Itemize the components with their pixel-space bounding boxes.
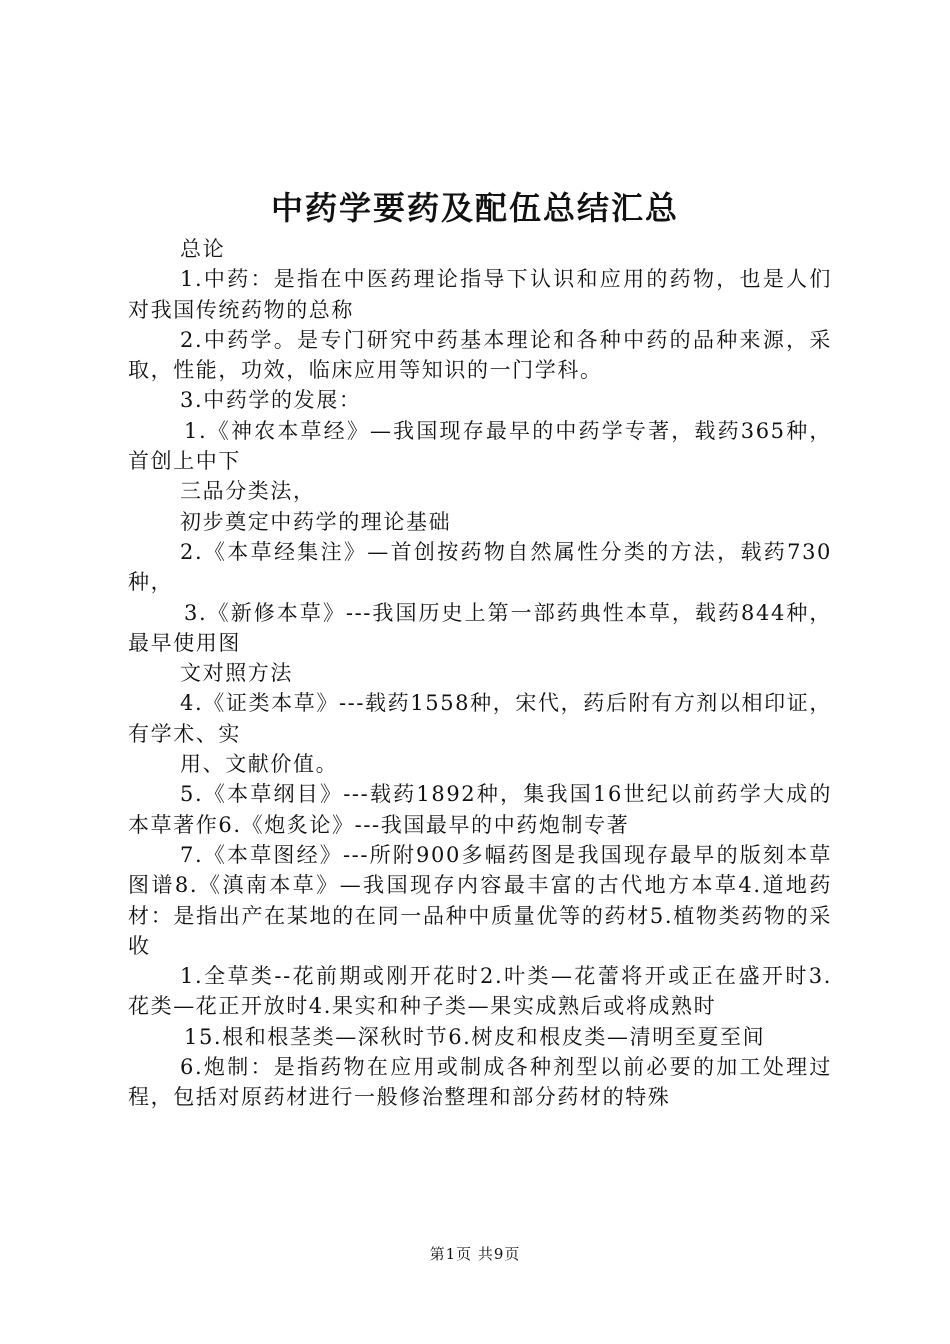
paragraph-roots-bark: 15.根和根茎类—深秋时节6.树皮和根皮类—清明至夏至间 [184, 1024, 766, 1049]
paragraph-illustration-method: 文对照方法 [180, 661, 293, 686]
paragraph-bencao-gangmu: 5.《本草纲目》---载药1892种，集我国16世纪以前药学大成的本草著作6.《炮炙论》---我国最早的中药炮制专著 [128, 782, 832, 837]
paragraph-value: 用、文献价值。 [180, 752, 339, 777]
paragraph-definition-pharmacology: 2.中药学。是专门研究中药基本理论和各种中药的品种来源，采取，性能，功效，临床应用等知识的一门学科。 [128, 327, 832, 383]
paragraph-xinxiu-bencao: 3.《新修本草》---我国历史上第一部药典性本草，载药844种，最早使用图 [128, 600, 832, 655]
paragraph-three-grade: 三品分类法， [180, 479, 316, 504]
paragraph-development-heading: 3.中药学的发展： [180, 388, 362, 413]
paragraph-zhenglei-bencao: 4.《证类本草》---载药1558种，宋代，药后附有方剂以相印证，有学术、实 [128, 691, 832, 746]
paragraph-shennong: 1.《神农本草经》—我国现存最早的中药学专著，载药365种，首创上中下 [128, 418, 832, 474]
paragraph-processing: 6.炮制：是指药物在应用或制成各种剂型以前必要的加工处理过程，包括对原药材进行一般修治整理和部分药材的特殊 [128, 1055, 832, 1110]
paragraph-bencao-tujing: 7.《本草图经》---所附900多幅药图是我国现存最早的版刻本草图谱8.《滇南本草》—我国现存内容最丰富的古代地方本草4.道地药材：是指出产在某地的在同一品种中质量优等的药材5.植物类药物的采收 [128, 842, 832, 958]
page-footer: 第1页 共9页 [429, 1245, 521, 1263]
document-title: 中药学要药及配伍总结汇总 [270, 189, 679, 227]
paragraph-foundation: 初步奠定中药学的理论基础 [180, 509, 452, 534]
paragraph-harvest-times: 1.全草类--花前期或刚开花时2.叶类—花蕾将开或正在盛开时3.花类—花正开放时4.果实和种子类—果实成熟后或将成熟时 [128, 964, 832, 1019]
paragraph-general-intro: 总论 [180, 237, 226, 261]
paragraph-definition-herb: 1.中药：是指在中医药理论指导下认识和应用的药物，也是人们对我国传统药物的总称 [128, 267, 832, 322]
paragraph-bencao-jizhu: 2.《本草经集注》—首创按药物自然属性分类的方法，载药730种， [128, 539, 832, 595]
document-body [128, 234, 832, 1113]
